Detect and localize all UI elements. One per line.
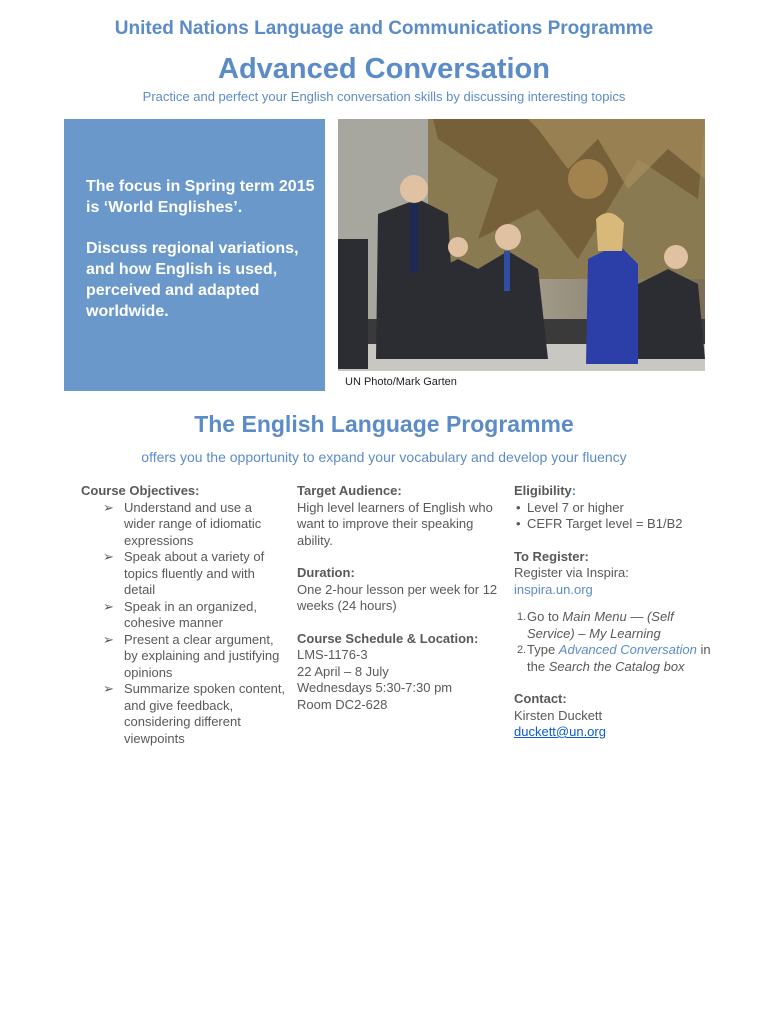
duration-text: One 2-hour lesson per week for 12 weeks (24 hours) bbox=[297, 581, 498, 613]
details-column bbox=[297, 483, 502, 729]
focus-term-text: The focus in Spring term 2015 is ‘World Englishes’. bbox=[86, 178, 315, 216]
eligibility-heading-text: Eligibility bbox=[514, 483, 572, 498]
course-dates: 22 April – 8 July bbox=[297, 663, 389, 679]
arrow-bullet-icon: ➢ bbox=[103, 549, 114, 564]
programme-title: The English Language Programme bbox=[194, 411, 574, 437]
photo-caption: UN Photo/Mark Garten bbox=[345, 376, 457, 388]
arrow-bullet-icon: ➢ bbox=[103, 631, 114, 647]
list-item-text: Speak about a variety of topics fluently and with detail bbox=[124, 549, 265, 597]
step-search-box: Search the Catalog box bbox=[548, 658, 685, 674]
objectives-list bbox=[81, 500, 286, 748]
step-number: 1. bbox=[517, 611, 527, 623]
page-title: Advanced Conversation bbox=[218, 53, 550, 85]
duration-heading: Duration: bbox=[297, 565, 355, 580]
focus-panel bbox=[64, 119, 325, 391]
programme-subtitle: offers you the opportunity to expand your vocabulary and develop your fluency bbox=[141, 449, 627, 465]
step-course-name: Advanced Conversation bbox=[558, 642, 697, 657]
list-item bbox=[81, 599, 286, 632]
eligibility-heading bbox=[514, 483, 714, 500]
dot-bullet-icon: • bbox=[516, 499, 521, 515]
list-item bbox=[81, 681, 286, 747]
contact-email-link[interactable]: duckett@un.org bbox=[514, 724, 606, 739]
step-number: 2. bbox=[517, 644, 527, 656]
duration-section bbox=[297, 565, 502, 615]
course-code: LMS-1176-3 bbox=[297, 647, 368, 662]
dot-bullet-icon: • bbox=[516, 516, 521, 531]
list-item bbox=[81, 549, 286, 599]
contact-name: Kirsten Duckett bbox=[514, 707, 603, 723]
contact-heading: Contact: bbox=[514, 691, 567, 706]
inspira-link[interactable]: inspira.un.org bbox=[514, 581, 593, 597]
schedule-heading: Course Schedule & Location: bbox=[297, 630, 479, 646]
eligibility-list bbox=[514, 500, 714, 533]
eligibility-section bbox=[514, 483, 714, 533]
register-heading: To Register: bbox=[514, 548, 589, 564]
registration-column bbox=[514, 483, 714, 757]
objectives-column bbox=[81, 483, 286, 747]
arrow-bullet-icon: ➢ bbox=[103, 598, 114, 614]
photo-illustration bbox=[338, 119, 705, 371]
audience-section bbox=[297, 483, 502, 549]
audience-text: High level learners of English who want to improve their speaking ability. bbox=[297, 499, 493, 548]
schedule-section bbox=[297, 631, 502, 714]
focus-description-text: Discuss regional variations, and how English is used, perceived and adapted worldwide. bbox=[86, 240, 299, 320]
step-item bbox=[514, 642, 714, 675]
list-item bbox=[514, 500, 714, 517]
register-section bbox=[514, 549, 714, 676]
list-item-text: Summarize spoken content, and give feedback, considering different viewpoints bbox=[124, 681, 286, 746]
page-subtitle: Practice and perfect your English conversation skills by discussing interesting topics bbox=[142, 89, 626, 104]
list-item-text: Understand and use a wider range of idiomatic expressions bbox=[124, 499, 262, 548]
step-menu-path: Main Menu — (Self Service) – My Learning bbox=[527, 609, 674, 641]
list-item-text: Level 7 or higher bbox=[527, 499, 624, 515]
audience-heading: Target Audience: bbox=[297, 483, 402, 498]
register-line: Register via Inspira: bbox=[514, 565, 629, 580]
register-steps bbox=[514, 609, 714, 675]
list-item bbox=[81, 500, 286, 550]
list-item bbox=[81, 632, 286, 682]
step-item bbox=[514, 609, 714, 642]
course-time: Wednesdays 5:30-7:30 pm bbox=[297, 680, 453, 695]
arrow-bullet-icon: ➢ bbox=[103, 499, 114, 515]
list-item bbox=[514, 516, 714, 533]
step-text: Go to bbox=[527, 609, 563, 624]
list-item-text: Speak in an organized, cohesive manner bbox=[124, 598, 257, 630]
list-item-text: Present a clear argument, by explaining and justifying opinions bbox=[124, 631, 280, 680]
arrow-bullet-icon: ➢ bbox=[103, 681, 114, 696]
course-room: Room DC2-628 bbox=[297, 696, 388, 712]
organization-name: United Nations Language and Communications Programme bbox=[114, 18, 654, 39]
list-item-text: CEFR Target level = B1/B2 bbox=[527, 516, 683, 531]
objectives-heading: Course Objectives: bbox=[81, 483, 200, 498]
contact-section bbox=[514, 691, 714, 741]
eligibility-colon: : bbox=[571, 483, 577, 498]
step-text: Type bbox=[527, 642, 559, 657]
un-meeting-photo bbox=[338, 119, 705, 371]
step-text: in the bbox=[527, 642, 711, 674]
